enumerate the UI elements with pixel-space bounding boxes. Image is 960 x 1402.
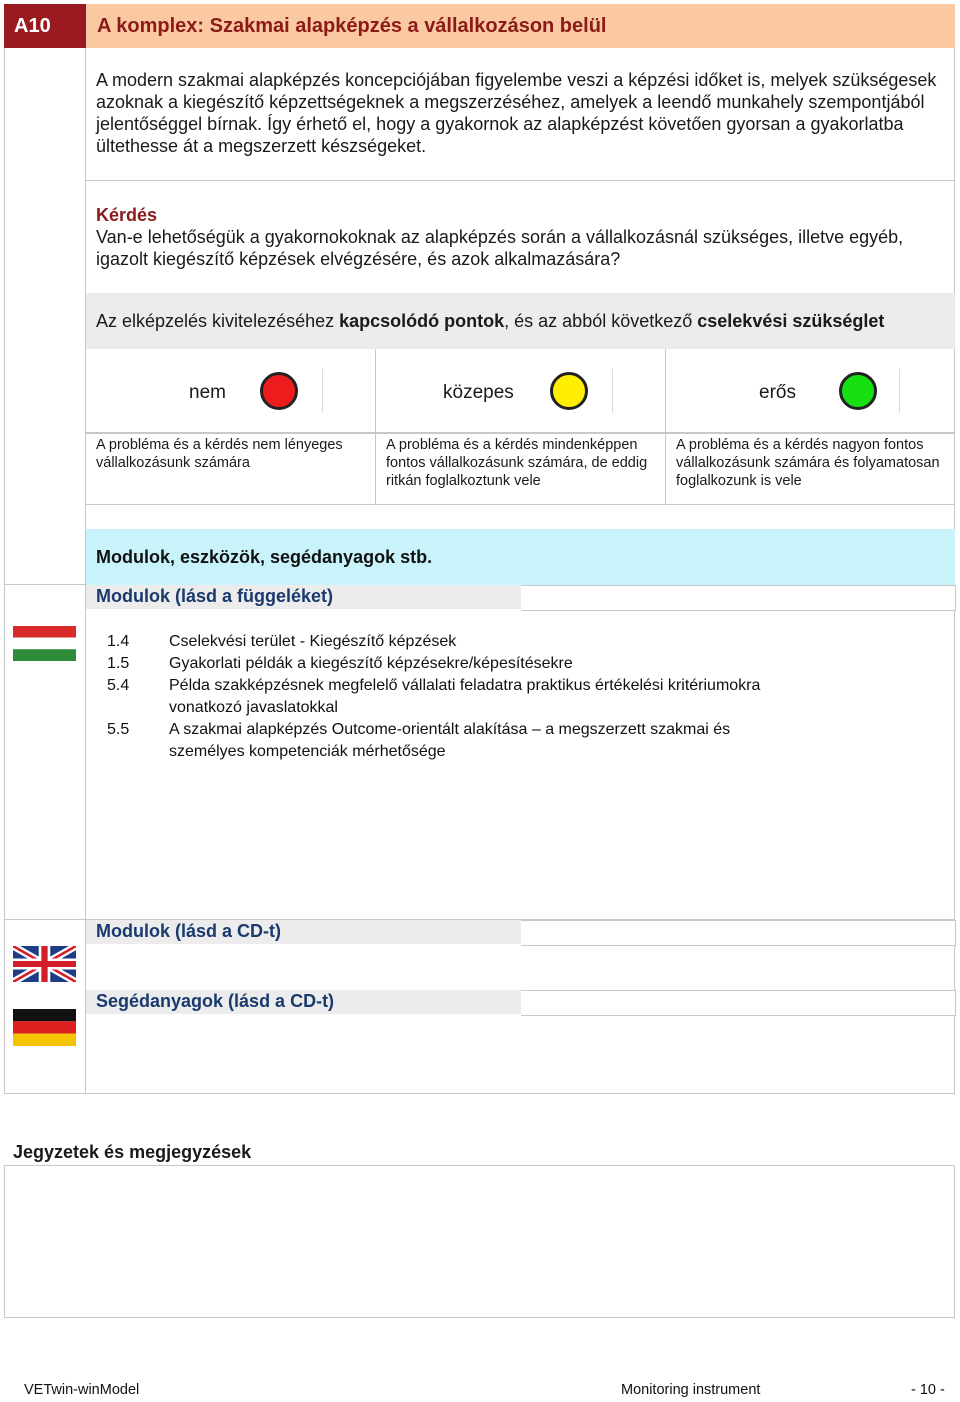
rating-label: nem — [189, 382, 226, 403]
rating-divider — [899, 369, 900, 413]
rating-description-eros: A probléma és a kérdés nagyon fontos vállalkozásunk számára és folyamatosan foglalkozunk is vele — [666, 433, 955, 505]
notes-textarea[interactable] — [4, 1165, 955, 1318]
green-light-icon — [839, 372, 877, 410]
yellow-light-icon — [550, 372, 588, 410]
page-title: A komplex: Szakmai alapképzés a vállalkozáson belül — [86, 4, 955, 48]
module-text: Gyakorlati példák a kiegészítő képzésekre/képesítésekre — [169, 655, 573, 672]
intro-paragraph: A modern szakmai alapképzés koncepciójában figyelembe veszi a képzési időket is, melyek szükségesek azoknak a kiegészítő képzettségeknek a megszerzéséhez, amelyek a leendő munkahely szempontjából jelentőséggel bírnak. Így érhető el, hogy a gyakornok az alapképzést követően gyorsan a gyakorlatba ültethesse át a megszerzett készségeket. — [96, 70, 937, 156]
module-number: 5.4 — [107, 677, 130, 694]
materials-cd-title: Segédanyagok (lásd a CD-t) — [96, 991, 335, 1011]
need-bold-2: cselekvési szükséglet — [697, 311, 885, 331]
rating-option-eros[interactable] — [666, 349, 955, 433]
modules-appendix-title: Modulok (lásd a függeléket) — [96, 586, 334, 606]
hungary-flag-icon — [13, 626, 76, 661]
modules-cd-title: Modulok (lásd a CD-t) — [96, 921, 281, 941]
question-title: Kérdés — [96, 205, 158, 225]
section-header-box — [521, 920, 956, 946]
page-number: - 10 - — [911, 1382, 945, 1398]
rating-description-kozepes: A probléma és a kérdés mindenképpen fontos vállalkozásunk számára, de eddig ritkán foglalkoztunk vele — [376, 433, 666, 505]
frame-bottom-edge — [4, 1093, 955, 1094]
need-text-2: , és az abból következő — [504, 311, 698, 331]
modules-bar: Modulok, eszközök, segédanyagok stb. — [86, 529, 955, 585]
need-text-1: Az elképzelés kivitelezéséhez — [96, 311, 340, 331]
footer-left: VETwin-winModel — [24, 1382, 140, 1398]
footer-center: Monitoring instrument — [621, 1382, 761, 1398]
rating-option-kozepes[interactable] — [376, 349, 666, 433]
rating-description-nem: A probléma és a kérdés nem lényeges vállalkozásunk számára — [86, 433, 376, 505]
module-number: 5.5 — [107, 721, 130, 738]
uk-flag-icon — [13, 946, 76, 982]
rating-divider — [612, 369, 613, 413]
module-text: A szakmai alapképzés Outcome-orientált alakítása – a megszerzett szakmai és személyes kompetenciák mérhetősége — [169, 721, 731, 760]
rating-divider — [322, 369, 323, 413]
action-need-bar — [86, 293, 955, 349]
module-text: Példa szakképzésnek megfelelő vállalati feladatra praktikus értékelési kritériumokra vonatkozó javaslatokkal — [169, 677, 761, 716]
rating-option-nem[interactable] — [86, 349, 376, 433]
module-number: 1.5 — [107, 655, 130, 672]
module-number: 1.4 — [107, 633, 130, 650]
notes-title: Jegyzetek és megjegyzések — [13, 1142, 252, 1162]
rating-label: erős — [759, 382, 796, 403]
germany-flag-icon — [13, 1009, 76, 1046]
section-header-box — [521, 585, 956, 611]
divider — [4, 584, 86, 585]
need-bold-1: kapcsolódó pontok — [339, 311, 505, 331]
left-column — [4, 48, 86, 1094]
red-light-icon — [260, 372, 298, 410]
section-header-box — [521, 990, 956, 1016]
module-code: A10 — [4, 4, 86, 48]
question-text: Van-e lehetőségük a gyakornokoknak az alapképzés során a vállalkozásnál szükséges, illetve egyéb, igazolt kiegészítő képzések elvégzésére, és azok alkalmazására? — [96, 227, 904, 269]
module-text: Cselekvési terület - Kiegészítő képzések — [169, 633, 457, 650]
rating-label: közepes — [443, 382, 514, 403]
divider — [86, 180, 955, 181]
